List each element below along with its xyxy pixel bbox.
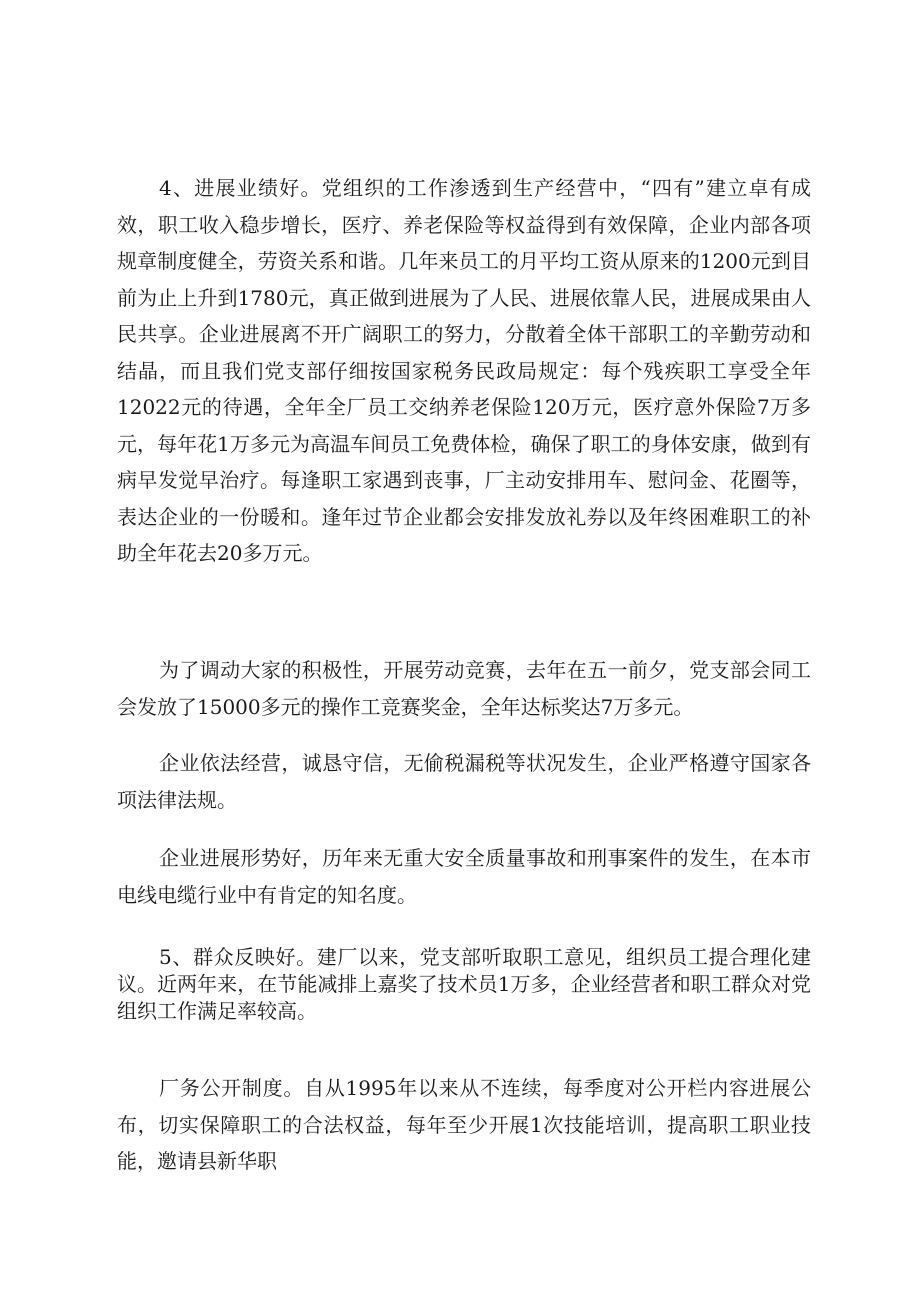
paragraph-lawful-operation: 企业依法经营，诚恳守信，无偷税漏税等状况发生，企业严格遵守国家各项法律法规。 [117, 751, 811, 812]
paragraph-labor-competition: 为了调动大家的积极性，开展劳动竞赛，去年在五一前夕，党支部会同工会发放了15000多元的操作工竞赛奖金，全年达标奖达7万多元。 [117, 658, 811, 719]
paragraph-public-feedback: 5、群众反映好。建厂以来，党支部听取职工意见，组织员工提合理化建议。近两年来，在节能减排上嘉奖了技术员1万多，企业经营者和职工群众对党组织工作满足率较高。 [117, 945, 811, 1023]
paragraph-factory-affairs: 厂务公开制度。自从1995年以来从不连续，每季度对公开栏内容进展公布，切实保障职工的合法权益，每年至少开展1次技能培训，提高职工职业技能，邀请县新华职 [117, 1076, 811, 1173]
paragraph-performance: 4、进展业绩好。党组织的工作渗透到生产经营中，“四有”建立卓有成效，职工收入稳步增长，医疗、养老保险等权益得到有效保障，企业内部各项规章制度健全，劳资关系和谐。几年来员工的月平均工资从原来的1200元到目前为止上升到1780元，真正做到进展为了人民、进展依靠人民，进展成果由人民共享。企业进展离不开广阔职工的努力，分散着全体干部职工的辛勤劳动和结晶，而且我们党支部仔细按国家税务民政局规定：每个残疾职工享受全年12022元的待遇，全年全厂员工交纳养老保险120万元，医疗意外保险7万多元，每年花1万多元为高温车间员工免费体检，确保了职工的身体安康，做到有病早发觉早治疗。每逢职工家遇到丧事，厂主动安排用车、慰问金、花圈等，表达企业的一份暖和。逢年过节企业都会安排发放礼券以及年终困难职工的补助全年花去20多万元。 [117, 176, 811, 565]
paragraph-development-trend: 企业进展形势好，历年来无重大安全质量事故和刑事案件的发生，在本市电线电缆行业中有肯定的知名度。 [117, 846, 811, 907]
